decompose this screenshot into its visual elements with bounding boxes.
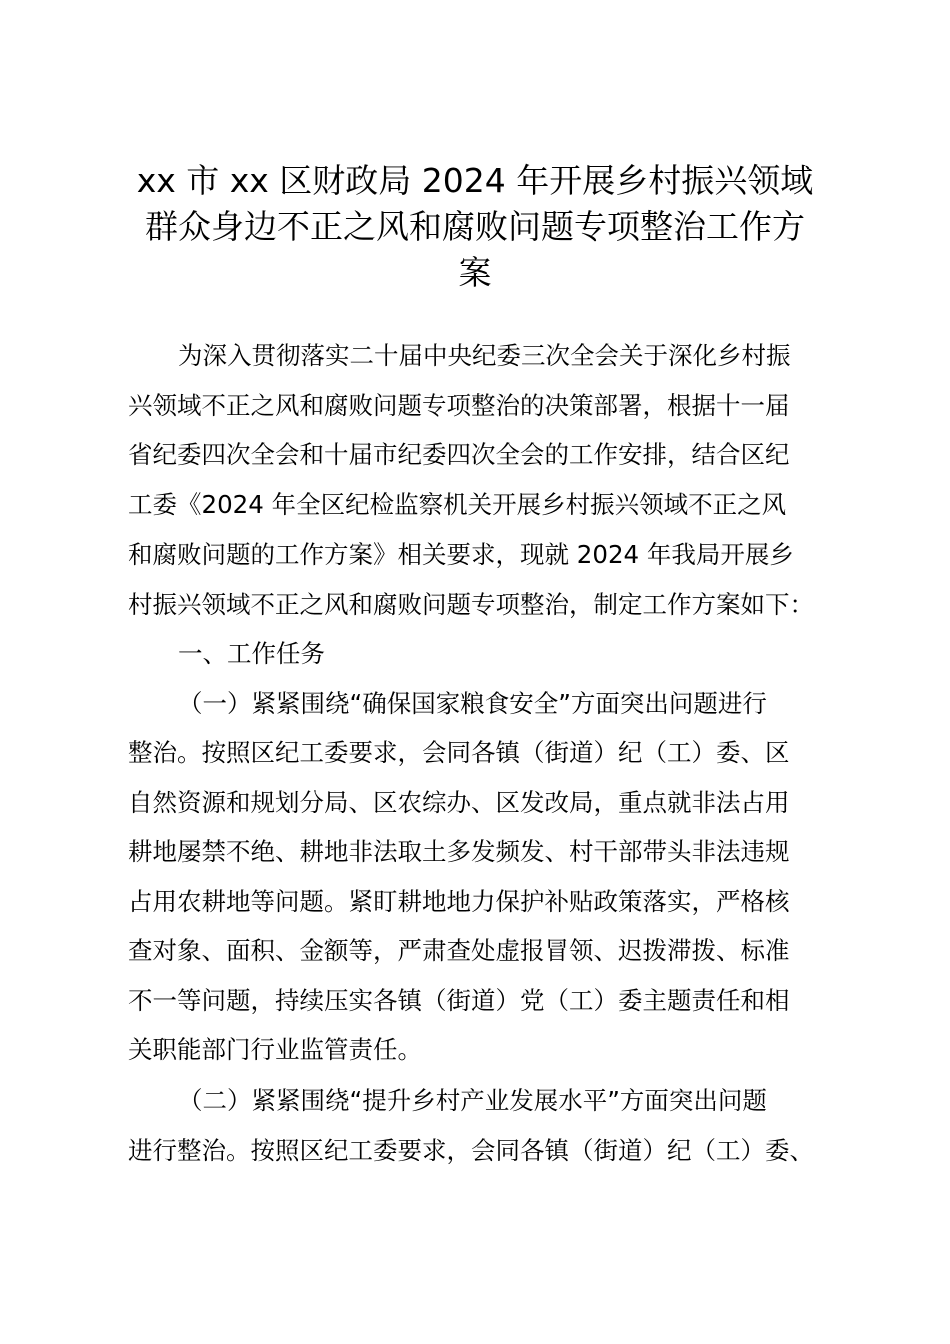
body-line: 占用农耕地等问题。紧盯耕地地力保护补贴政策落实，严格核 <box>128 887 790 916</box>
body-line: 为深入贯彻落实二十届中央纪委三次全会关于深化乡村振 <box>178 341 791 370</box>
body-line: 进行整治。按照区纪工委要求，会同各镇（街道）纪（工）委、 <box>128 1136 814 1165</box>
body-line: 省纪委四次全会和十届市纪委四次全会的工作安排，结合区纪 <box>128 440 790 469</box>
body-line: 关职能部门行业监管责任。 <box>128 1035 422 1064</box>
title-line-2: 群众身边不正之风和腐败问题专项整治工作方 <box>145 207 805 246</box>
body-line: （一）紧紧围绕“确保国家粮食安全”方面突出问题进行 <box>178 689 767 718</box>
body-line: 不一等问题，持续压实各镇（街道）党（工）委主题责任和相 <box>128 986 790 1015</box>
body-line: （二）紧紧围绕“提升乡村产业发展水平”方面突出问题 <box>178 1086 767 1115</box>
body-line: 耕地屡禁不绝、耕地非法取土多发频发、村干部带头非法违规 <box>128 837 790 866</box>
body-line: 兴领域不正之风和腐败问题专项整治的决策部署，根据十一届 <box>128 391 790 420</box>
body-line: 整治。按照区纪工委要求，会同各镇（街道）纪（工）委、区 <box>128 738 790 767</box>
body-line: 自然资源和规划分局、区农综办、区发改局，重点就非法占用 <box>128 788 790 817</box>
section-heading: 一、工作任务 <box>178 639 325 668</box>
body-line: 和腐败问题的工作方案》相关要求，现就 2024 年我局开展乡 <box>128 540 794 569</box>
document-title <box>110 158 840 296</box>
title-line-3: 案 <box>458 253 492 292</box>
title-line-1: xx 市 xx 区财政局 2024 年开展乡村振兴领域 <box>136 161 814 200</box>
body-line: 村振兴领域不正之风和腐败问题专项整治，制定工作方案如下： <box>128 590 814 619</box>
body-line: 工委《2024 年全区纪检监察机关开展乡村振兴领域不正之风 <box>128 490 787 519</box>
body-line: 查对象、面积、金额等，严肃查处虚报冒领、迟拨滞拨、标准 <box>128 936 790 965</box>
